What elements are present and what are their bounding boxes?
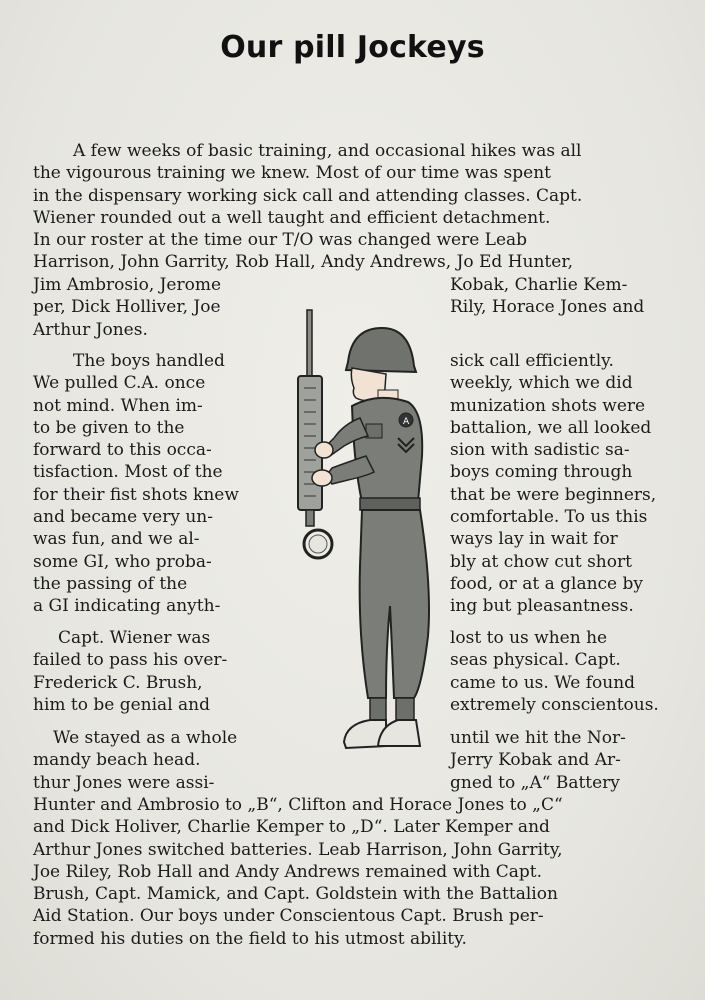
text-line: some GI, who proba- [33,551,212,572]
text-line: failed to pass his over- [33,650,228,671]
text-line: Brush, Capt. Mamick, and Capt. Goldstein with the Battalion [33,884,558,905]
text-line: bly at chow cut short [450,551,632,572]
text-line: per, Dick Holliver, Joe [33,297,221,318]
text-line: and became very un- [33,507,213,528]
text-line: not mind. When im- [33,395,203,416]
text-line: The boys handled [73,351,225,371]
text-line: a GI indicating anyth- [33,596,221,617]
text-line: lost to us when he [450,628,608,648]
text-line: him to be genial and [33,694,210,715]
text-line: seas physical. Capt. [450,650,621,671]
left-column-text [33,274,263,341]
text-line: battalion, we all looked [450,417,652,438]
page-title: Our pill Jockeys [220,30,485,65]
text-line: the passing of the [33,573,188,594]
text-line: munization shots were [450,395,646,416]
right-column-text [450,274,680,319]
text-line: ing but pleasantness. [450,596,634,617]
intro-paragraph [33,140,680,274]
text-line: Hunter and Ambrosio to „B“, Clifton and Horace Jones to „C“ [33,795,563,815]
text-line: sion with sadistic sa- [450,440,630,461]
text-line: gned to „A“ Battery [450,772,620,793]
text-line: until we hit the Nor- [450,728,626,748]
text-line: to be given to the [33,417,185,438]
left-column-text [33,627,263,716]
text-line: comfortable. To us this [450,507,648,528]
text-line: and Dick Holiver, Charlie Kemper to „D“. Later Kemper and [33,817,550,838]
text-line: for their fist shots knew [33,484,239,505]
text-line: In our roster at the time our T/O was changed were Leab [33,230,528,251]
text-line: ways lay in wait for [450,529,618,550]
text-line: Harrison, John Garrity, Rob Hall, Andy Andrews, Jo Ed Hunter, [33,252,573,273]
text-line: formed his duties on the field to his utmost ability. [33,928,467,949]
text-line: boys coming through [450,462,633,483]
text-line: sick call efficiently. [450,351,614,371]
right-column-text [450,350,680,618]
text-line: Jim Ambrosio, Jerome [33,275,222,295]
text-line: came to us. We found [450,672,636,693]
text-line: Arthur Jones switched batteries. Leab Harrison, John Garrity, [33,839,563,860]
text-line: Arthur Jones. [33,319,148,340]
text-line: tisfaction. Most of the [33,462,223,483]
soldier-with-syringe-icon [282,306,452,758]
text-line: Jerry Kobak and Ar- [450,750,621,771]
text-line: Joe Riley, Rob Hall and Andy Andrews remained with Capt. [33,861,543,882]
text-line: Aid Station. Our boys under Conscientous Capt. Brush per- [33,906,544,927]
svg-text:A: A [403,417,410,427]
text-line: Rily, Horace Jones and [450,297,645,318]
right-column-text [450,727,680,794]
left-column-text [33,350,263,618]
text-line: food, or at a glance by [450,573,644,594]
text-line: weekly, which we did [450,373,633,394]
text-line: Frederick C. Brush, [33,672,203,693]
text-line: thur Jones were assi- [33,772,215,793]
text-line: mandy beach head. [33,750,201,771]
text-line: forward to this occa- [33,440,212,461]
text-line: extremely conscientous. [450,694,659,715]
left-column-text [33,727,263,794]
text-line: We stayed as a whole [53,728,238,748]
text-line: Capt. Wiener was [58,628,211,648]
closing-paragraph [33,794,680,950]
text-line: Kobak, Charlie Kem- [450,275,628,295]
right-column-text [450,627,680,716]
text-line: the vigourous training we knew. Most of our time was spent [33,163,551,184]
text-line: A few weeks of basic training, and occasional hikes was all [73,141,582,161]
text-line: We pulled C.A. once [33,373,206,394]
text-line: in the dispensary working sick call and attending classes. Capt. [33,185,583,206]
text-line: that be were beginners, [450,484,657,505]
text-line: Wiener rounded out a well taught and efficient detachment. [33,207,551,228]
text-line: was fun, and we al- [33,529,200,550]
